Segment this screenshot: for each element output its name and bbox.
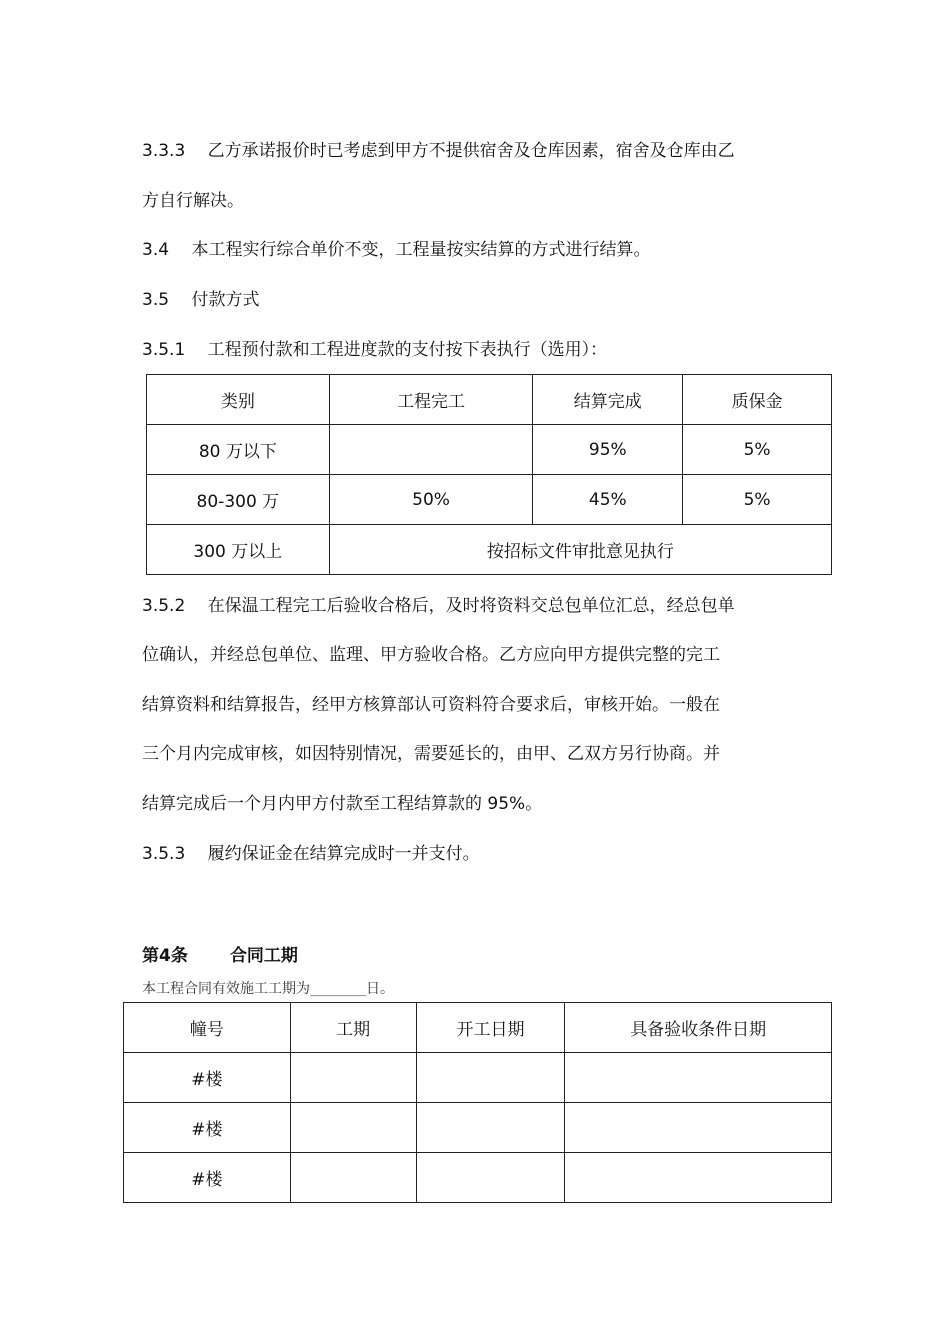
table-cell: 80 万以下 bbox=[147, 425, 330, 475]
payment-table bbox=[146, 374, 832, 575]
table-cell bbox=[290, 1153, 416, 1203]
table-cell: 5% bbox=[683, 425, 832, 475]
header-cell: 类别 bbox=[147, 375, 330, 425]
table-row bbox=[147, 425, 832, 475]
table-row bbox=[124, 1153, 832, 1203]
paragraph-3-5-1: 3.5.1 工程预付款和工程进度款的支付按下表执行（选用）： bbox=[142, 340, 608, 360]
header-cell: 幢号 bbox=[124, 1003, 291, 1053]
paragraph-3-5-2-line4: 三个月内完成审核，如因特别情况，需要延长的，由甲、乙双方另行协商。并 bbox=[142, 744, 720, 764]
table-cell: 80-300 万 bbox=[147, 475, 330, 525]
table-cell bbox=[290, 1103, 416, 1153]
table-cell bbox=[565, 1153, 832, 1203]
paragraph-3-3-3-line2: 方自行解决。 bbox=[142, 191, 244, 211]
header-cell: 结算完成 bbox=[533, 375, 683, 425]
table-cell bbox=[416, 1103, 565, 1153]
table-header-row bbox=[124, 1003, 832, 1053]
paragraph-3-5-2-line5: 结算完成后一个月内甲方付款至工程结算款的 95%。 bbox=[142, 794, 543, 814]
header-cell: 具备验收条件日期 bbox=[565, 1003, 832, 1053]
table-cell bbox=[329, 425, 533, 475]
paragraph-3-4: 3.4 本工程实行综合单价不变，工程量按实结算的方式进行结算。 bbox=[142, 240, 651, 260]
paragraph-3-5-2-line1: 3.5.2 在保温工程完工后验收合格后，及时将资料交总包单位汇总，经总包单 bbox=[142, 596, 735, 616]
section-number: 第4条 bbox=[142, 946, 188, 966]
table-cell: #楼 bbox=[124, 1053, 291, 1103]
table-cell: 45% bbox=[533, 475, 683, 525]
table-cell bbox=[416, 1053, 565, 1103]
table-cell: #楼 bbox=[124, 1103, 291, 1153]
header-cell: 开工日期 bbox=[416, 1003, 565, 1053]
section-title: 合同工期 bbox=[229, 946, 298, 966]
construction-period-table bbox=[123, 1002, 832, 1203]
header-cell: 工程完工 bbox=[329, 375, 533, 425]
table-header-row bbox=[147, 375, 832, 425]
table-row bbox=[124, 1053, 832, 1103]
merged-cell: 按招标文件审批意见执行 bbox=[329, 525, 831, 575]
header-cell: 质保金 bbox=[683, 375, 832, 425]
table-cell: #楼 bbox=[124, 1153, 291, 1203]
table-cell bbox=[565, 1103, 832, 1153]
table-cell: 300 万以上 bbox=[147, 525, 330, 575]
table-cell bbox=[416, 1153, 565, 1203]
table-cell bbox=[565, 1053, 832, 1103]
paragraph-3-5: 3.5 付款方式 bbox=[142, 290, 260, 310]
table-row bbox=[124, 1103, 832, 1153]
paragraph-3-5-2-line3: 结算资料和结算报告，经甲方核算部认可资料符合要求后，审核开始。一般在 bbox=[142, 695, 720, 715]
table-cell: 50% bbox=[329, 475, 533, 525]
table-cell: 95% bbox=[533, 425, 683, 475]
table-row bbox=[147, 525, 832, 575]
paragraph-3-5-2-line2: 位确认，并经总包单位、监理、甲方验收合格。乙方应向甲方提供完整的完工 bbox=[142, 645, 720, 665]
section-heading bbox=[142, 941, 298, 966]
table-row bbox=[147, 475, 832, 525]
table-cell: 5% bbox=[683, 475, 832, 525]
header-cell: 工期 bbox=[290, 1003, 416, 1053]
construction-period-note: 本工程合同有效施工工期为________日。 bbox=[142, 981, 394, 997]
table-cell bbox=[290, 1053, 416, 1103]
paragraph-3-3-3-line1: 3.3.3 乙方承诺报价时已考虑到甲方不提供宿舍及仓库因素，宿舍及仓库由乙 bbox=[142, 141, 735, 161]
paragraph-3-5-3: 3.5.3 履约保证金在结算完成时一并支付。 bbox=[142, 844, 480, 864]
